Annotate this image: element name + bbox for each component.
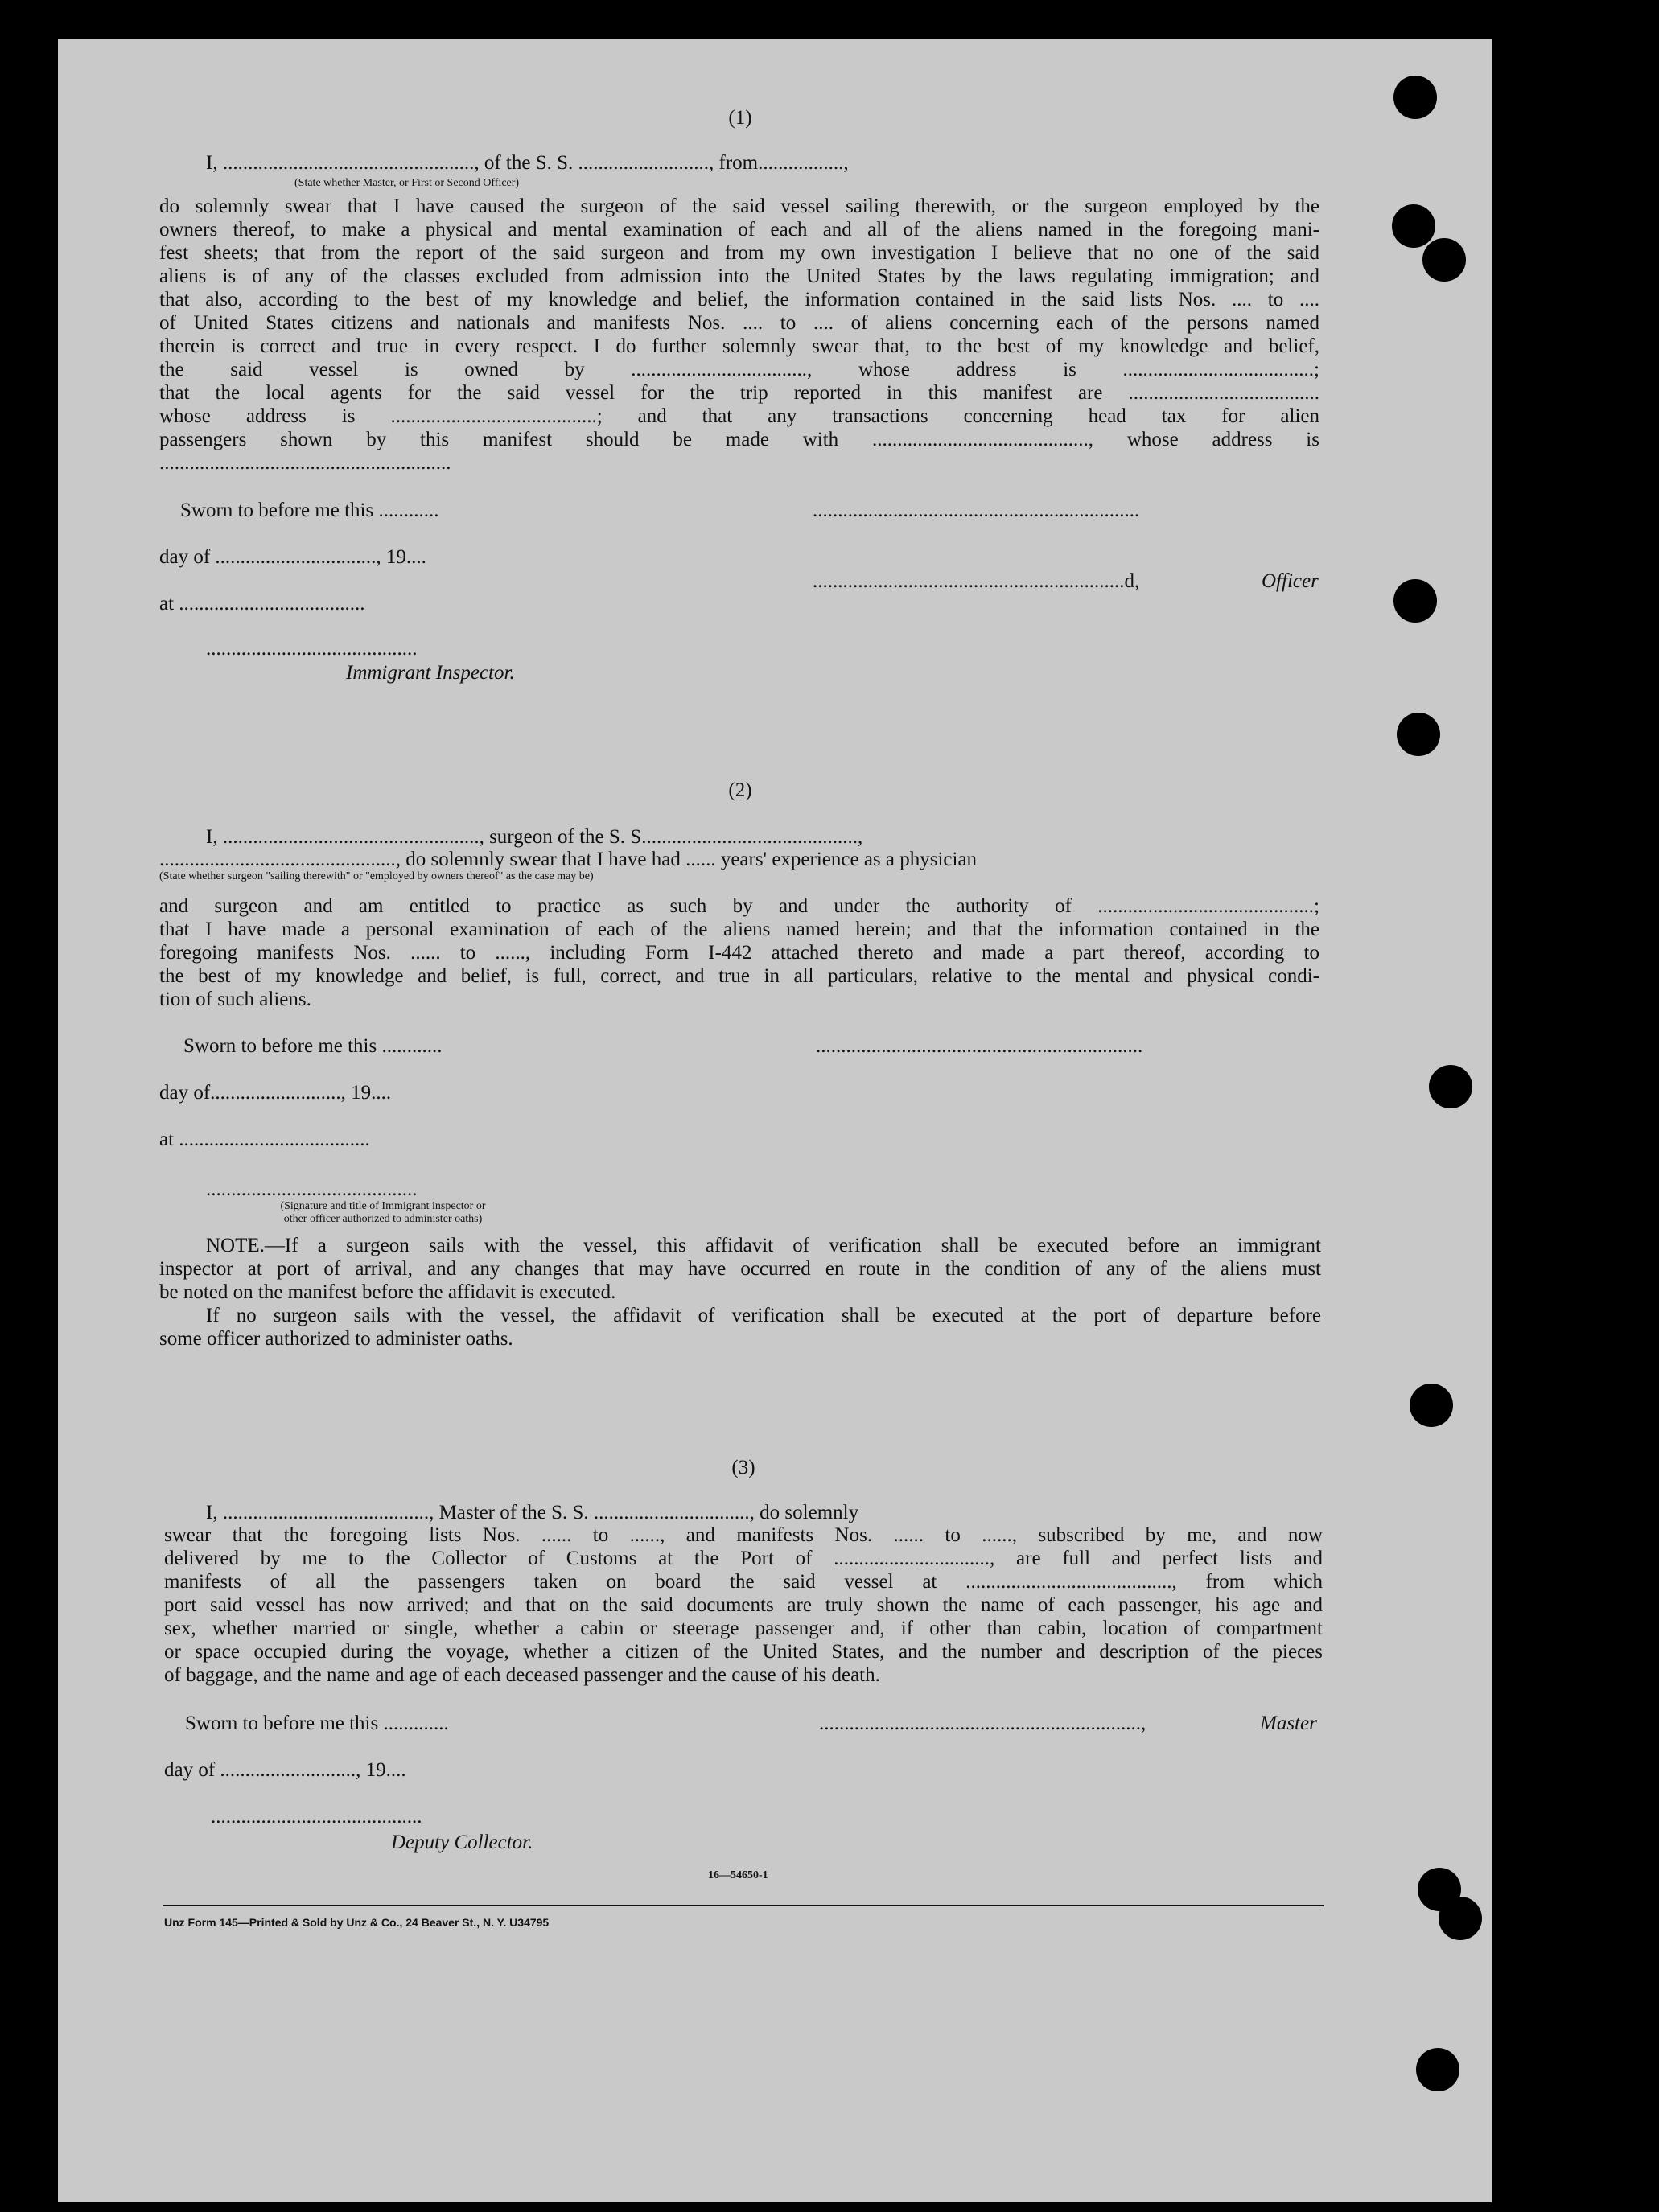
section-2-signature-note: (Signature and title of Immigrant inspector or: [280, 1200, 486, 1212]
section-1-body-line: of United States citizens and nationals and manifests Nos. .... to .... of aliens concerning each of the persons named: [159, 312, 1319, 334]
section-1-body-line: therein is correct and true in every respect. I do further solemnly swear that, to the best of my knowledge and belief,: [159, 335, 1319, 357]
section-2-sworn: Sworn to before me this ............: [183, 1035, 443, 1057]
section-1-sworn-signature-line: .................................................................: [813, 500, 1140, 521]
section-2-body-line: and surgeon and am entitled to practice as such by and under the authority of ...........................................;: [159, 895, 1319, 917]
punch-hole: [1429, 1065, 1472, 1108]
section-1-inspector-signature-line: ..........................................: [206, 638, 418, 660]
section-3-line-1: I, ........................................., Master of the S. S. ..............................., do solemnly: [206, 1502, 859, 1523]
footer-rule: [163, 1905, 1324, 1906]
punch-hole: [1416, 2048, 1459, 2091]
note-line: some officer authorized to administer oaths.: [159, 1328, 513, 1350]
section-3-sworn: Sworn to before me this .............: [185, 1712, 449, 1734]
section-1-line-1: I, .................................................., of the S. S. .........................., from.................,: [206, 152, 849, 174]
section-2-body-line: the best of my knowledge and belief, is full, correct, and true in all particulars, relative to the mental and physical condi-: [159, 965, 1319, 987]
section-1-sworn: Sworn to before me this ............: [180, 500, 439, 521]
section-1-at: at .....................................: [159, 593, 365, 615]
section-1-inspector-label: Immigrant Inspector.: [346, 662, 515, 684]
section-1-number: (1): [728, 107, 752, 129]
section-3-body-line: delivered by me to the Collector of Customs at the Port of ..............................., are full and perfect lists and: [164, 1548, 1323, 1569]
section-3-collector-label: Deputy Collector.: [391, 1832, 533, 1853]
section-2-day: day of.........................., 19....: [159, 1082, 392, 1104]
section-3-body-line: manifests of all the passengers taken on board the said vessel at ........................................., from which: [164, 1571, 1323, 1593]
section-3-body-line: swear that the foregoing lists Nos. ...... to ......, and manifests Nos. ...... to ......, subscribed by me, and now: [164, 1524, 1323, 1546]
note-line: be noted on the manifest before the affidavit is executed.: [159, 1281, 616, 1303]
punch-hole: [1393, 76, 1437, 119]
section-1-body-line: ..........................................................: [159, 452, 451, 474]
punch-hole: [1393, 579, 1437, 623]
section-1-line-1-note: (State whether Master, or First or Second Officer): [294, 177, 520, 189]
form-code: 16—54650-1: [708, 1869, 768, 1881]
section-3-body-line: of baggage, and the name and age of each deceased passenger and the cause of his death.: [164, 1664, 880, 1686]
footer-printer-line: Unz Form 145—Printed & Sold by Unz & Co., 24 Beaver St., N. Y. U34795: [164, 1916, 550, 1929]
section-2-inspector-signature-line: ..........................................: [206, 1178, 418, 1200]
note-line: If no surgeon sails with the vessel, the affidavit of verification shall be executed at the port of departure before: [206, 1305, 1321, 1326]
note-label: NOTE.: [206, 1235, 265, 1256]
section-1-body-line: whose address is .........................................; and that any transactions concerning head tax for alien: [159, 405, 1319, 427]
section-2-number: (2): [728, 779, 752, 801]
section-1-body-line: the said vessel is owned by ..................................., whose address is ......................................;: [159, 359, 1319, 380]
note-line-1: [159, 1234, 1321, 1257]
section-1-body-line: that the local agents for the said vessel for the trip reported in this manifest are ......................................: [159, 382, 1319, 404]
section-3-day: day of ..........................., 19....: [164, 1759, 406, 1781]
section-2-body-line: tion of such aliens.: [159, 989, 311, 1010]
section-3-collector-signature-line: ..........................................: [211, 1806, 422, 1828]
section-3-body-line: sex, whether married or single, whether a cabin or steerage passenger and, if other than cabin, location of compartment: [164, 1618, 1323, 1639]
note-line: inspector at port of arrival, and any changes that may have occurred en route in the condition of any of the aliens must: [159, 1258, 1321, 1280]
section-2-body-line: that I have made a personal examination of each of the aliens named herein; and that the information contained in the: [159, 919, 1319, 940]
section-1-body: [159, 195, 1319, 475]
section-1-officer-label: Officer: [1262, 570, 1319, 592]
section-2-sworn-signature-line: .................................................................: [816, 1035, 1143, 1057]
section-3-body-line: port said vessel has now arrived; and that on the said documents are truly shown the name of each passenger, his age and: [164, 1594, 1323, 1616]
section-2-line-1: I, ..................................................., surgeon of the S. S...........................................,: [206, 826, 863, 848]
section-2-body-line: foregoing manifests Nos. ...... to ......, including Form I-442 attached thereto and made a part thereof, according to: [159, 942, 1319, 964]
section-3-master-signature-line: ................................................................,: [819, 1712, 1146, 1734]
section-1-body-line: passengers shown by this manifest should be made with ..........................................., whose address is: [159, 429, 1319, 450]
section-1-body-line: owners thereof, to make a physical and mental examination of each and all of the aliens named in the foregoing mani-: [159, 219, 1319, 241]
section-1-body-line: that also, according to the best of my knowledge and belief, the information contained in the said lists Nos. .... to ....: [159, 289, 1319, 310]
section-3-body-line: or space occupied during the voyage, whether a citizen of the United States, and the number and description of the pieces: [164, 1641, 1323, 1663]
section-2-body: [159, 894, 1319, 1011]
section-1-body-line: do solemnly swear that I have caused the surgeon of the said vessel sailing therewith, or the surgeon employed by the: [159, 195, 1319, 217]
section-3-body: [164, 1523, 1323, 1687]
section-3-number: (3): [731, 1457, 755, 1478]
section-1-officer-signature-line: ..............................................................d,: [813, 570, 1140, 592]
punch-hole: [1397, 713, 1440, 756]
section-1-day: day of ................................, 19....: [159, 546, 426, 568]
section-1-body-line: fest sheets; that from the report of the said surgeon and from my own investigation I believe that no one of the said: [159, 242, 1319, 264]
section-1-body-line: aliens is of any of the classes excluded from admission into the United States by the laws regulating immigration; and: [159, 265, 1319, 287]
punch-hole: [1439, 1897, 1482, 1940]
section-2-line-2: ..............................................., do solemnly swear that I have had ...... years' experience as a physician: [159, 849, 978, 870]
punch-hole: [1392, 204, 1435, 248]
section-2-line-2-note: (State whether surgeon "sailing therewith" or "employed by owners thereof" as the case may be): [159, 870, 594, 882]
section-2-signature-note: other officer authorized to administer oaths): [283, 1213, 483, 1225]
note-text: —If a surgeon sails with the vessel, this affidavit of verification shall be executed before an immigrant: [264, 1235, 1321, 1256]
section-3-master-label: Master: [1260, 1712, 1317, 1734]
punch-hole: [1410, 1384, 1453, 1427]
note-paragraph: [159, 1234, 1321, 1351]
punch-hole: [1422, 238, 1466, 282]
section-2-at: at ......................................: [159, 1129, 370, 1150]
